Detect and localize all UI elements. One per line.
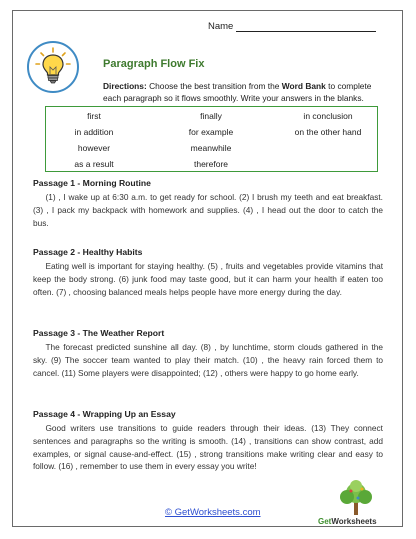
passage-heading: Passage 2 - Healthy Habits [33, 247, 143, 257]
passage-text: (1) [45, 192, 59, 202]
word-bank-item: for example [188, 127, 234, 137]
passage-text: The forecast predicted sunshine all day. (8) [45, 342, 215, 352]
passage-heading: Passage 4 - Wrapping Up an Essay [33, 409, 176, 419]
passage-text: , transitions can show contrast, add examples, or signal cause-and-effect. (15) [33, 435, 383, 459]
passage-text: , strong transitions make writing clear and easy to follow. (16) [33, 448, 384, 472]
passage-heading: Passage 3 - The Weather Report [33, 328, 165, 338]
lightbulb-icon [27, 41, 79, 93]
passage-body [33, 191, 383, 229]
name-field [208, 21, 376, 32]
directions-word-bank-ref: Word Bank [281, 81, 326, 91]
passage-body [33, 260, 383, 298]
passage-text: , I pack my backpack with homework and supplies. (4) [46, 204, 257, 215]
paragraph-indent [33, 423, 45, 433]
word-bank-item: therefore [193, 159, 229, 169]
paragraph-indent [33, 192, 45, 202]
passage-text: , others were happy to go home early. [220, 367, 359, 378]
word-bank-item: on the other hand [294, 127, 362, 137]
word-bank-item: meanwhile [190, 143, 232, 153]
word-bank-item: finally [200, 111, 222, 121]
passage-heading: Passage 1 - Morning Routine [33, 178, 151, 188]
directions-text-1: Choose the best transition from the [146, 81, 282, 91]
paragraph-indent [33, 342, 45, 352]
directions [103, 81, 381, 104]
passage-body [33, 341, 383, 379]
passage-text: , remember to use them in every essay you write! [75, 461, 257, 472]
passage-text: , I wake up at 6:30 a.m. to get ready for school. (2) I brush my teeth and eat breakfast. (3) [33, 192, 383, 215]
passage-text: , choosing balanced meals helps people have more energy during the day. [68, 286, 342, 297]
directions-label: Directions: [103, 81, 147, 91]
word-bank [45, 106, 378, 172]
passage-text: , by lunchtime, storm clouds gathered in the sky. (9) The soccer team wanted to play their match. (10) [33, 342, 383, 365]
passage-text: Eating well is important for staying healthy. (5) [45, 261, 221, 271]
logo-text-get: Get [318, 517, 332, 526]
passage-text: , I head out the door to catch the bus. [33, 204, 383, 228]
footer-site-link[interactable]: © GetWorksheets.com [165, 507, 261, 518]
name-label: Name [208, 21, 234, 32]
site-logo [318, 479, 396, 527]
passage-text: , the heavy rain forced them to cancel. (11) Some players were disappointed; (12) [33, 354, 383, 378]
word-bank-item: however [77, 143, 111, 153]
word-bank-item: in addition [74, 127, 114, 137]
passage-text: , fruits and vegetables provide vitamins that keep the body strong. (6) [33, 261, 383, 284]
word-bank-item: in conclusion [303, 111, 353, 121]
logo-text-worksheets: Worksheets [331, 517, 377, 526]
passage-body [33, 422, 383, 473]
paragraph-indent [33, 261, 45, 271]
passage-text: junk food may taste good, but it can harm your health if eaten too often. (7) [33, 273, 383, 297]
word-bank-item: first [87, 111, 101, 121]
word-bank-item: as a result [74, 159, 114, 169]
name-blank[interactable] [236, 21, 376, 32]
page-title: Paragraph Flow Fix [103, 58, 205, 70]
worksheet-page [12, 10, 403, 527]
tree-icon [318, 479, 396, 517]
directions-text-2: to complete each paragraph so it flows smoothly. Write your answers in the blanks. [103, 81, 372, 103]
passage-text: Good writers use transitions to guide readers through their ideas. (13) They connect sentences and paragraphs so the writing is smooth. (14) [33, 423, 383, 446]
